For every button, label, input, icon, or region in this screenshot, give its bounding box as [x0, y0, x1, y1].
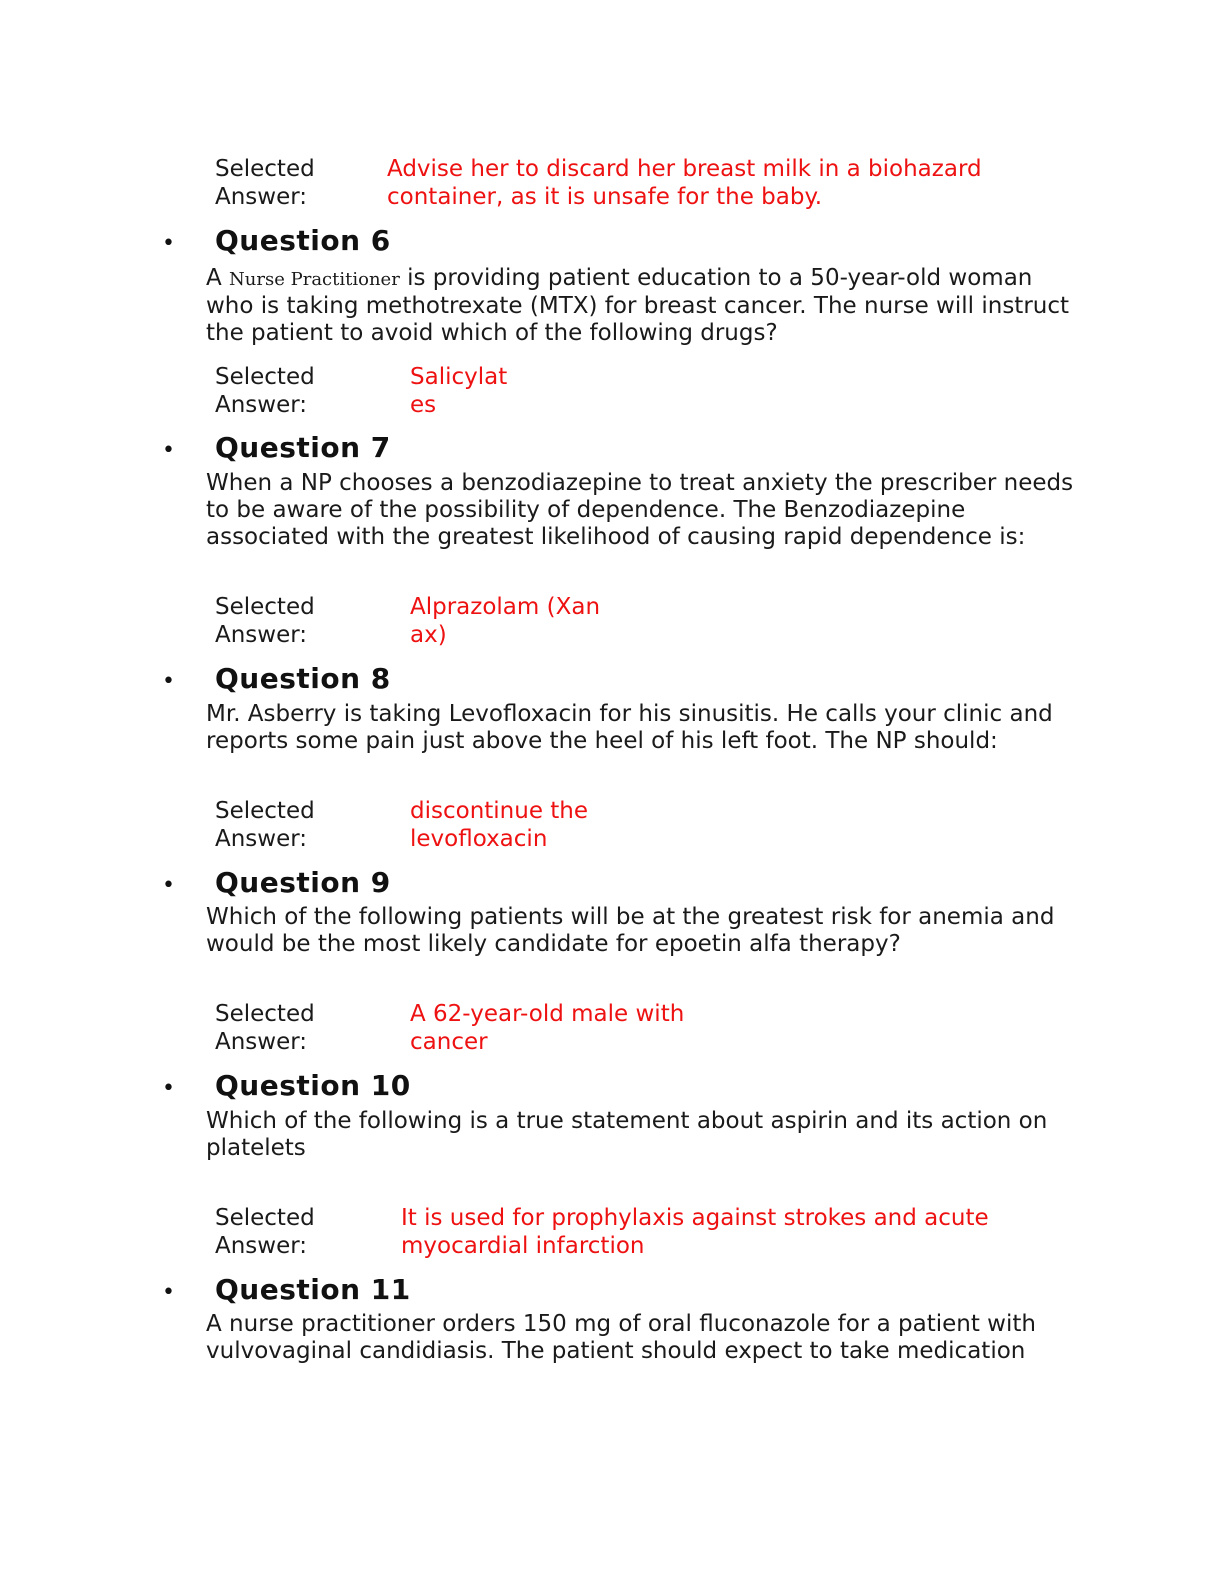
q9-question-text: Which of the following patients will be at the greatest risk for anemia and would be the most likely candidate for epoetin alfa therapy?	[206, 904, 1055, 957]
selected-answer-label	[215, 363, 355, 419]
q10-selected-answer	[401, 1204, 989, 1260]
answer-label-line1: Selected	[215, 156, 315, 182]
q9-answer-line1: A 62-year-old male with	[410, 1001, 685, 1027]
q7-heading	[0, 431, 1224, 471]
answer-label-line1: Selected	[215, 364, 315, 390]
q5-answer-row	[215, 155, 1115, 215]
q9-answer-line2: cancer	[410, 1029, 488, 1055]
answer-label-line1: Selected	[215, 1001, 315, 1027]
q8-question-text: Mr. Asberry is taking Levofloxacin for his sinusitis. He calls your clinic and reports some pain just above the heel of his left foot. The NP should:	[206, 701, 1053, 754]
q9-heading	[0, 866, 1224, 906]
selected-answer-label	[215, 1000, 355, 1056]
q6-answer-line1: Salicylat	[410, 364, 508, 390]
q8-answer-line1: discontinue the	[410, 798, 589, 824]
q6-answer-line2: es	[410, 392, 437, 418]
answer-label-line2: Answer:	[215, 1233, 308, 1259]
q10-question-text: Which of the following is a true statement about aspirin and its action on platelets	[206, 1108, 1048, 1161]
q6-text-prefix: A	[206, 265, 230, 291]
q8-answer-line2: levofloxacin	[410, 826, 548, 852]
q6-heading	[0, 224, 1224, 264]
q8-title: Question 8	[215, 662, 391, 695]
bullet-icon: •	[162, 1280, 175, 1305]
q7-answer-line2: ax)	[410, 622, 447, 648]
q10-answer-line2: myocardial infarction	[401, 1233, 645, 1259]
selected-answer-label	[215, 593, 355, 649]
q8-heading	[0, 662, 1224, 702]
q11-title: Question 11	[215, 1273, 411, 1306]
answer-label-line2: Answer:	[215, 1029, 308, 1055]
answer-label-line1: Selected	[215, 798, 315, 824]
q6-selected-answer	[410, 363, 507, 419]
q10-title: Question 10	[215, 1069, 411, 1102]
bullet-icon: •	[162, 669, 175, 694]
answer-label-line2: Answer:	[215, 392, 308, 418]
q7-title: Question 7	[215, 431, 391, 464]
q9-selected-answer	[410, 1000, 684, 1056]
q7-answer-line1: Alprazolam (Xan	[410, 594, 601, 620]
q6-answer-row	[215, 363, 1115, 423]
q5-answer-line2: container, as it is unsafe for the baby.	[387, 184, 823, 210]
q5-selected-answer	[387, 155, 982, 211]
bullet-icon: •	[162, 231, 175, 256]
q8-selected-answer	[410, 797, 588, 853]
answer-label-line1: Selected	[215, 1205, 315, 1231]
selected-answer-label	[215, 797, 355, 853]
q5-answer-line1: Advise her to discard her breast milk in a biohazard	[387, 156, 982, 182]
q10-heading	[0, 1069, 1224, 1109]
answer-label-line2: Answer:	[215, 622, 308, 648]
answer-label-line2: Answer:	[215, 184, 308, 210]
bullet-icon: •	[162, 873, 175, 898]
q6-question-text	[206, 265, 1086, 347]
q7-answer-row	[215, 593, 1115, 653]
q8-answer-row	[215, 797, 1115, 857]
q6-text-highlight: Nurse Practitioner	[229, 269, 400, 290]
q10-answer-line1: It is used for prophylaxis against strokes and acute	[401, 1205, 989, 1231]
q6-text-rest: is providing patient education to a 50-year-old woman who is taking methotrexate (MTX) for breast cancer. The nurse will instruct the patient to avoid which of the following drugs?	[206, 265, 1070, 346]
q10-answer-row	[215, 1204, 1115, 1264]
q9-answer-row	[215, 1000, 1115, 1060]
selected-answer-label	[215, 1204, 355, 1260]
q11-question-text: A nurse practitioner orders 150 mg of oral fluconazole for a patient with vulvovaginal candidiasis. The patient should expect to take medication	[206, 1311, 1036, 1364]
q7-question-text: When a NP chooses a benzodiazepine to treat anxiety the prescriber needs to be aware of the possibility of dependence. The Benzodiazepine associated with the greatest likelihood of causing rapid dependence is:	[206, 470, 1074, 550]
selected-answer-label	[215, 155, 355, 211]
bullet-icon: •	[162, 438, 175, 463]
q9-title: Question 9	[215, 866, 391, 899]
q11-heading	[0, 1273, 1224, 1313]
answer-label-line2: Answer:	[215, 826, 308, 852]
bullet-icon: •	[162, 1076, 175, 1101]
q6-title: Question 6	[215, 224, 391, 257]
q7-selected-answer	[410, 593, 600, 649]
answer-label-line1: Selected	[215, 594, 315, 620]
